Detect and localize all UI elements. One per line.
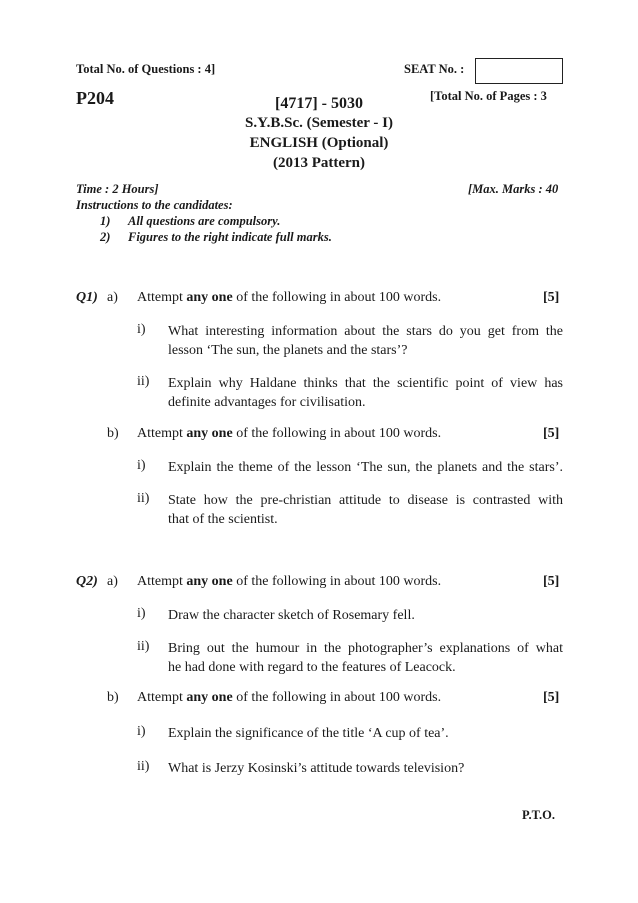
item-text: What interesting information about the stars do you get from the lesson ‘The sun, the planets and the stars’?: [168, 324, 563, 358]
item-text: Explain why Haldane thinks that the scientific point of view has definite advantages for civilisation.: [168, 376, 563, 410]
subpart-prompt: Attempt any one of the following in about 100 words.: [137, 290, 442, 305]
item-num: i): [137, 322, 146, 337]
subject-title: ENGLISH (Optional): [249, 135, 389, 151]
seat-no-box[interactable]: [475, 58, 563, 84]
paper-code: P204: [76, 88, 114, 108]
instruction-text: Figures to the right indicate full marks.: [128, 230, 332, 244]
subpart-prompt: Attempt any one of the following in about 100 words.: [137, 426, 442, 441]
item-num: i): [137, 458, 146, 473]
marks: [5]: [543, 290, 560, 305]
exam-code: [4717] - 5030: [275, 95, 363, 112]
item-num: ii): [137, 491, 150, 506]
subpart-prompt: Attempt any one of the following in about 100 words.: [137, 574, 442, 589]
item-text: State how the pre-christian attitude to disease is contrasted with that of the scientist.: [168, 493, 563, 527]
item-num: i): [137, 724, 146, 739]
subpart-label: a): [107, 574, 118, 589]
seat-no-label: SEAT No. :: [404, 62, 465, 76]
total-questions: Total No. of Questions : 4]: [76, 62, 216, 76]
total-pages: [Total No. of Pages : 3: [430, 89, 547, 103]
marks: [5]: [543, 574, 560, 589]
subpart-label: b): [107, 426, 119, 441]
course-title: S.Y.B.Sc. (Semester - I): [245, 115, 393, 131]
item-text: Draw the character sketch of Rosemary fell.: [168, 608, 415, 623]
item-num: ii): [137, 759, 150, 774]
instructions-title: Instructions to the candidates:: [76, 198, 233, 212]
time-label: Time : 2 Hours]: [76, 182, 159, 196]
marks: [5]: [543, 690, 560, 705]
item-text: What is Jerzy Kosinski’s attitude towards television?: [168, 761, 465, 776]
item-text: Explain the significance of the title ‘A cup of tea’.: [168, 726, 449, 741]
instruction-text: All questions are compulsory.: [128, 214, 281, 228]
pattern-title: (2013 Pattern): [272, 155, 366, 171]
question-label-q1: Q1): [76, 290, 98, 305]
item-text: Bring out the humour in the photographer’s explanations of what he had done with regard to the features of Leacock.: [168, 641, 563, 675]
question-label-q2: Q2): [76, 574, 98, 589]
marks: [5]: [543, 426, 560, 441]
item-text: Explain the theme of the lesson ‘The sun, the planets and the stars’.: [168, 460, 563, 475]
instruction-num: 2): [100, 230, 111, 244]
item-num: ii): [137, 374, 150, 389]
item-num: ii): [137, 639, 150, 654]
max-marks: [Max. Marks : 40: [468, 182, 559, 196]
item-num: i): [137, 606, 146, 621]
pto-label: P.T.O.: [522, 808, 555, 822]
subpart-label: b): [107, 690, 119, 705]
instruction-num: 1): [100, 214, 111, 228]
subpart-prompt: Attempt any one of the following in about 100 words.: [137, 690, 442, 705]
subpart-label: a): [107, 290, 118, 305]
